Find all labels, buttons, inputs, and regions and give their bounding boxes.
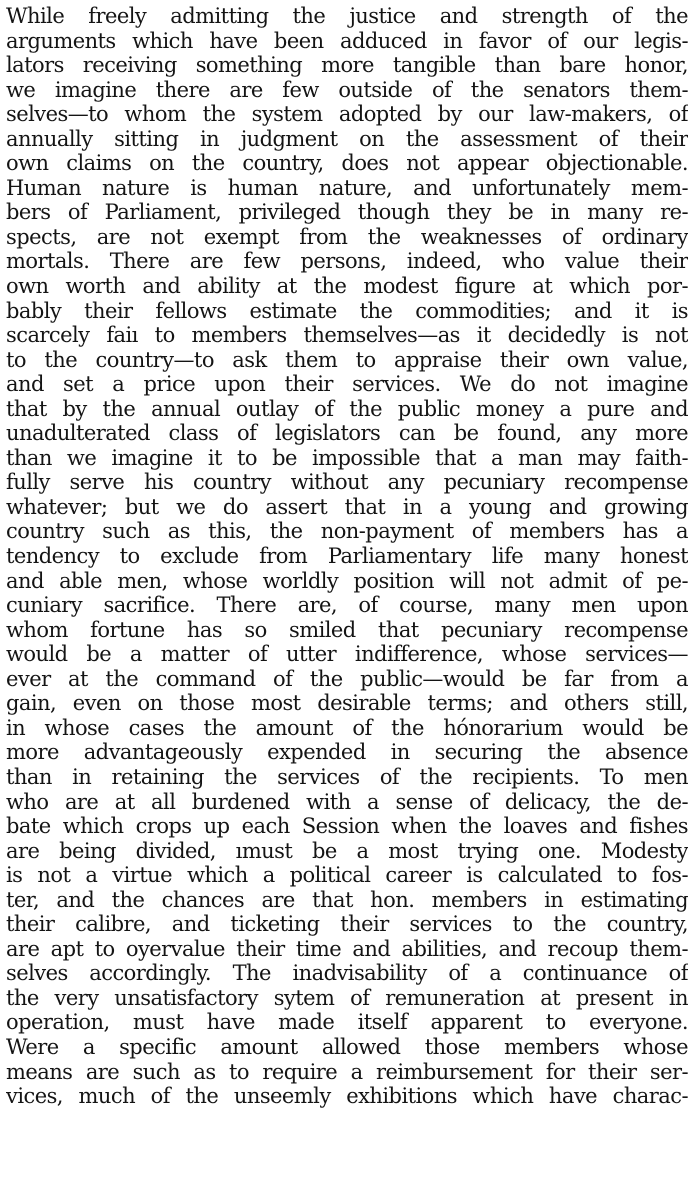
text-line: selves accordingly. The inadvisability of a continuance of <box>6 961 688 986</box>
text-line: own claims on the country, does not appear objectionable. <box>6 151 688 176</box>
text-line: bate which crops up each Session when the loaves and fishes <box>6 814 688 839</box>
text-line: that by the annual outlay of the public money a pure and <box>6 396 688 421</box>
text-line: and set a price upon their services. We do not imagine <box>6 372 688 397</box>
text-line: gain, even on those most desirable terms; and others still, <box>6 691 688 716</box>
text-line: mortals. There are few persons, indeed, who value their <box>6 249 688 274</box>
text-line: While freely admitting the justice and strength of the <box>6 4 688 28</box>
newspaper-column <box>6 4 688 1109</box>
text-line: arguments which have been adduced in favor of our legis- <box>6 28 688 53</box>
text-line: ter, and the chances are that hon. members in estimating <box>6 887 688 912</box>
text-line: whatever; but we do assert that in a young and growing <box>6 494 688 519</box>
text-line: unadulterated class of legislators can be found, any more <box>6 421 688 446</box>
text-line: bers of Parliament, privileged though they be in many re- <box>6 200 688 225</box>
text-line: tendency to exclude from Parliamentary life many honest <box>6 544 688 569</box>
text-line: are apt to oyervalue their time and abilities, and recoup them- <box>6 936 688 961</box>
text-line: to the country—to ask them to appraise their own value, <box>6 347 688 372</box>
text-line: ever at the command of the public—would be far from a <box>6 666 688 691</box>
text-line: Were a specific amount allowed those members whose <box>6 1034 688 1059</box>
text-line: is not a virtue which a political career is calculated to fos- <box>6 863 688 888</box>
text-line: would be a matter of utter indifference, whose services— <box>6 642 688 667</box>
text-line: means are such as to require a reimbursement for their ser- <box>6 1059 688 1084</box>
text-line: bably their fellows estimate the commodities; and it is <box>6 298 688 323</box>
text-line: scarcely faiı to members themselves—as it decidedly is not <box>6 323 688 348</box>
text-line: annually sitting in judgment on the assessment of their <box>6 126 688 151</box>
text-line: than we imagine it to be impossible that a man may faith- <box>6 445 688 470</box>
text-line: spects, are not exempt from the weaknesses of ordinary <box>6 224 688 249</box>
text-line: vices, much of the unseemly exhibitions which have charac- <box>6 1084 688 1109</box>
text-line: who are at all burdened with a sense of delicacy, the de- <box>6 789 688 814</box>
text-line: and able men, whose worldly position will not admit of pe- <box>6 568 688 593</box>
text-line: cuniary sacrifice. There are, of course, many men upon <box>6 593 688 618</box>
text-line: operation, must have made itself apparent to everyone. <box>6 1010 688 1035</box>
text-line: country such as this, the non-payment of members has a <box>6 519 688 544</box>
text-line: whom fortune has so smiled that pecuniary recompense <box>6 617 688 642</box>
text-line: are being divided, ımust be a most trying one. Modesty <box>6 838 688 863</box>
text-line: more advantageously expended in securing the absence <box>6 740 688 765</box>
text-line: selves—to whom the system adopted by our law-makers, of <box>6 102 688 127</box>
text-line: fully serve his country without any pecuniary recompense <box>6 470 688 495</box>
text-line: the very unsatisfactory sytem of remuneration at present in <box>6 985 688 1010</box>
text-line: in whose cases the amount of the hónorarium would be <box>6 715 688 740</box>
text-line: lators receiving something more tangible than bare honor, <box>6 53 688 78</box>
text-line: Human nature is human nature, and unfortunately mem- <box>6 175 688 200</box>
text-line: than in retaining the services of the recipients. To men <box>6 764 688 789</box>
text-line: we imagine there are few outside of the senators them- <box>6 77 688 102</box>
text-line: own worth and ability at the modest figure at which por- <box>6 274 688 299</box>
text-line: their calibre, and ticketing their services to the country, <box>6 912 688 937</box>
